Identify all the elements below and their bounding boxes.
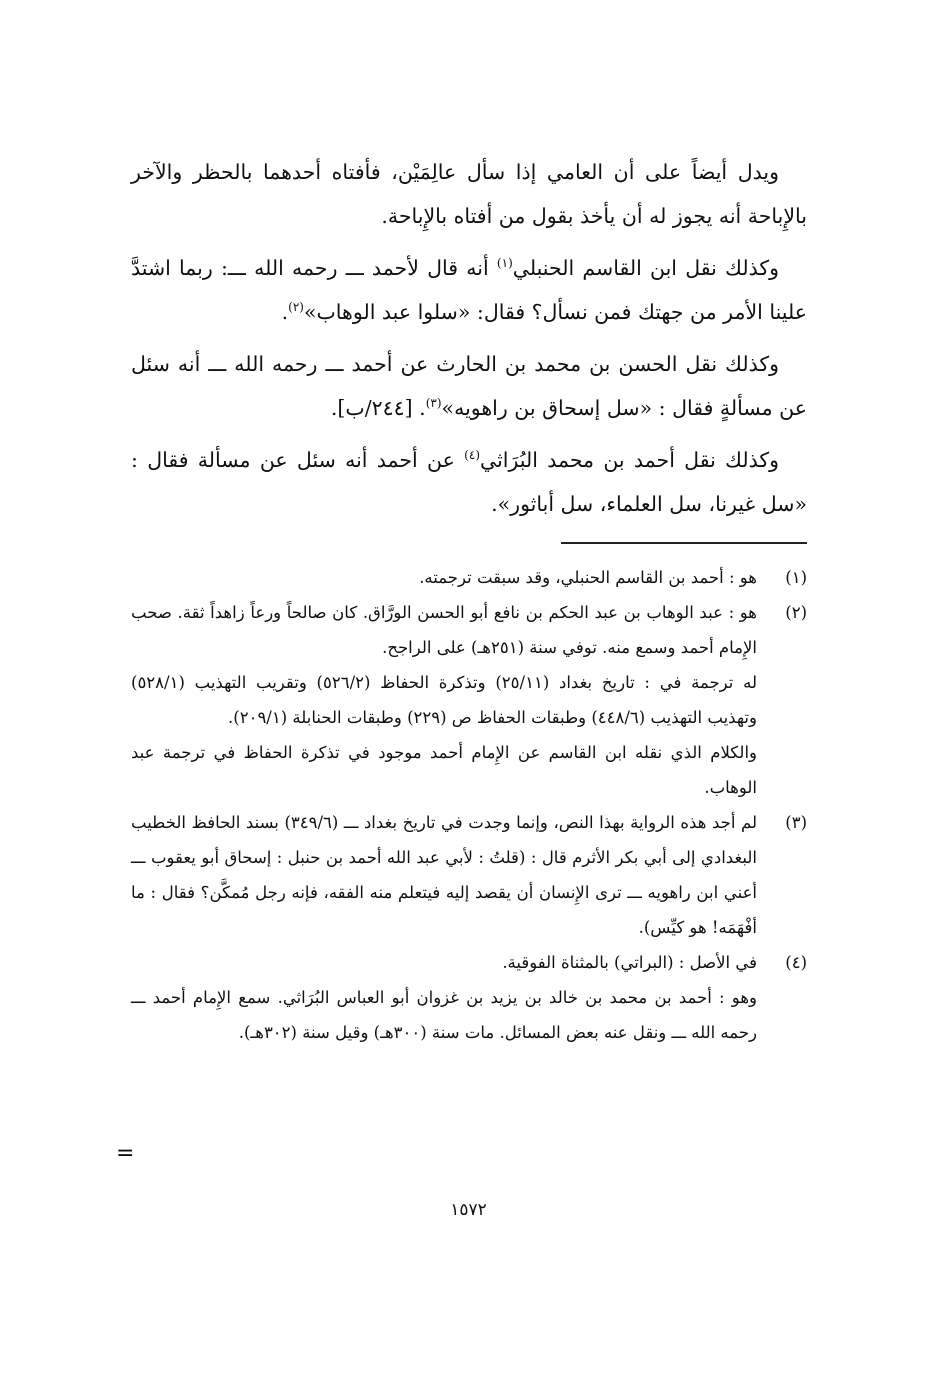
footnote-ref-3: (٣) bbox=[425, 396, 442, 411]
footnote-2-line-2: له ترجمة في : تاريخ بغداد (٢٥/١١) وتذكرة الحفاظ (٥٢٦/٢) وتقريب التهذيب (٥٢٨/١) وتهذيب التهذيب (٤٤٨/٦) وطبقات الحفاظ ص (٢٢٩) وطبقات الحنابلة (٢٠٩/١). bbox=[131, 673, 757, 727]
footnote-1-line-1: هو : أحمد بن القاسم الحنبلي، وقد سبقت ترجمته. bbox=[419, 568, 757, 587]
paragraph-1 bbox=[131, 150, 807, 238]
footnote-2-line-3: والكلام الذي نقله ابن القاسم عن الإِمام أحمد موجود في تذكرة الحفاظ في ترجمة عبد الوهاب. bbox=[131, 743, 757, 797]
footnote-ref-1: (١) bbox=[496, 256, 513, 271]
footnote-4-line-2: وهو : أحمد بن محمد بن خالد بن يزيد بن غزوان أبو العباس البُرَاثي. سمع الإِمام أحمد ـــ رحمه الله ـــ ونقل عنه بعض المسائل. مات سنة (٣٠٠هـ) وقيل سنة (٣٠٢هـ). bbox=[131, 988, 757, 1042]
continuation-mark: = bbox=[116, 1141, 135, 1166]
footnote-3 bbox=[131, 805, 807, 945]
footnote-2-line-1: هو : عبد الوهاب بن عبد الحكم بن نافع أبو الحسن الورَّاق. كان صالحاً ورعاً زاهداً ثقة. صحب الإِمام أحمد وسمع منه. توفي سنة (٢٥١هـ) على الراجح. bbox=[131, 603, 757, 657]
paragraph-4 bbox=[131, 438, 807, 526]
paragraph-2-text-a: وكذلك نقل ابن القاسم الحنبلي bbox=[512, 256, 779, 280]
footnotes-section bbox=[131, 560, 807, 1050]
paragraph-3-text-a: وكذلك نقل الحسن بن محمد بن الحارث عن أحمد ـــ رحمه الله ـــ أنه سئل عن مسألةٍ فقال : «سل إسحاق بن راهويه» bbox=[131, 352, 807, 420]
footnote-ref-2: (٢) bbox=[288, 300, 304, 315]
footnote-3-number: (٣) bbox=[785, 813, 807, 832]
footnote-ref-4: (٤) bbox=[464, 448, 480, 463]
page-number: ١٥٧٢ bbox=[450, 1200, 487, 1220]
footnote-3-line-1: لم أجد هذه الرواية بهذا النص، وإنما وجدت في تاريخ بغداد ـــ (٣٤٩/٦) بسند الحافظ الخطيب البغدادي إلى أبي بكر الأثرم قال : (قلتُ : لأبي عبد الله أحمد بن حنبل : إسحاق أبو يعقوب ـــ أعني ابن راهويه ـــ ترى الإِنسان أن يقصد إليه فيتعلم منه الفقه، فإنه رجل مُمكَّن؟ فقال : ما أفْهَمَه! هو كيِّس). bbox=[131, 813, 757, 937]
footnote-4-line-1: في الأصل : (البراتي) بالمثناة الفوقية. bbox=[502, 953, 757, 972]
paragraph-4-text-b: عن أحمد أنه سئل عن مسألة فقال : «سل غيرنا، سل العلماء، سل أباثور». bbox=[131, 448, 807, 516]
footnote-2 bbox=[131, 595, 807, 805]
footnote-2-number: (٢) bbox=[785, 603, 807, 622]
footnote-separator bbox=[561, 542, 807, 544]
paragraph-2-text-c: . bbox=[281, 300, 289, 324]
footnote-4-number: (٤) bbox=[785, 953, 807, 972]
paragraph-4-text-a: وكذلك نقل أحمد بن محمد البُرَاثي bbox=[480, 448, 779, 472]
footnote-4 bbox=[131, 945, 807, 1050]
paragraph-1-text: ويدل أيضاً على أن العامي إذا سأل عالِمَيْن، فأفتاه أحدهما بالحظر والآخر بالإِباحة أنه يجوز له أن يأخذ بقول من أفتاه بالإِباحة. bbox=[131, 160, 807, 228]
footnote-1-number: (١) bbox=[785, 568, 807, 587]
paragraph-2-text-b: أنه قال لأحمد ـــ رحمه الله ـــ: ربما اشتدَّ علينا الأمر من جهتك فمن نسأل؟ فقال: «سلوا عبد الوهاب» bbox=[131, 256, 807, 324]
paragraph-3-text-b: . [٢٤٤/ب]. bbox=[330, 396, 426, 420]
paragraph-3 bbox=[131, 342, 807, 430]
paragraph-2 bbox=[131, 246, 807, 334]
footnote-1 bbox=[131, 560, 807, 595]
main-text-body bbox=[131, 150, 807, 534]
